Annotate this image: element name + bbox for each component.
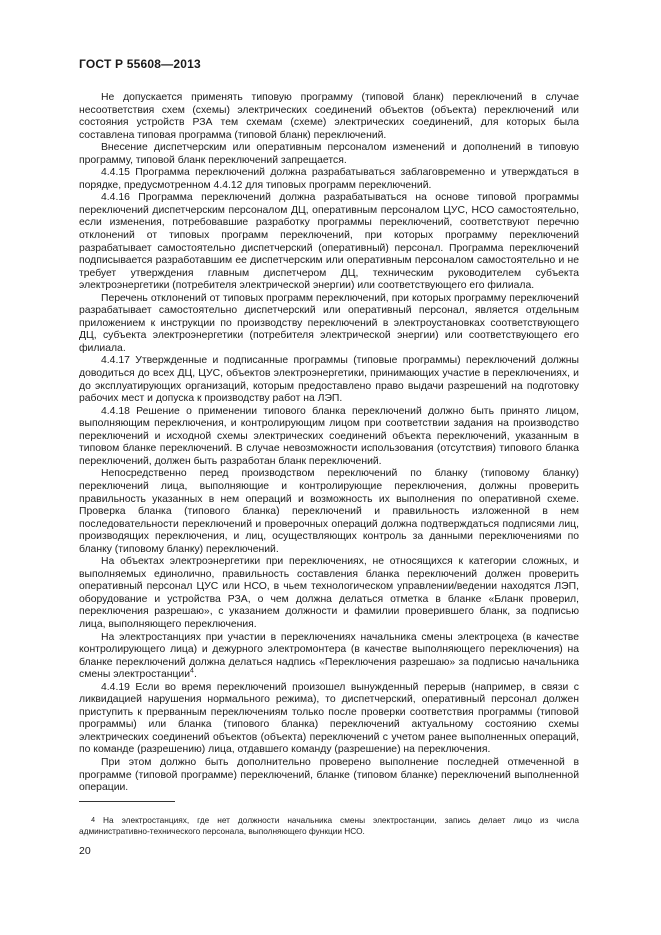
body-text — [79, 92, 579, 795]
paragraph-4-4-15: 4.4.15 Программа переключений должна разрабатываться заблаговременно и утверждаться в порядке, предусмотренном 4.4.12 для типовых программ переключений. — [79, 167, 579, 191]
footnote-text: На электростанциях, где нет должности начальника смены электростанции, запись делает лицо из числа административно-технического персонала, выполняющего функции НСО. — [79, 815, 579, 836]
standard-code-header: ГОСТ Р 55608—2013 — [79, 57, 201, 71]
paragraph: На объектах электроэнергетики при переключениях, не относящихся к категории сложных, и выполняемых единолично, правильность составления бланка переключений должен проверить оперативный персонал ЦУС или НСО, в чьем технологическом управлении/ведении находятся ЛЭП, оборудование и устройства РЗА, о чем должна делаться отметка в бланке «Бланк проверил, переключения разрешаю», с указанием должности и фамилии проверившего бланк, за подписью лица, выполняющего переключения. — [79, 556, 579, 630]
paragraph: Перечень отклонений от типовых программ переключений, при которых программу переключений разрабатывает самостоятельно диспетчерский или оперативный персонал, является отдельным приложением к инструкции по производству переключений в электроустановках соответствующего ДЦ, субъекта электроэнергетики (потребителя электрической энергии) или соответствующего его филиала. — [79, 292, 579, 354]
paragraph: При этом должно быть дополнительно проверено выполнение последней отмеченной в программе (типовой программе) переключений, бланке (типовом бланке) переключений выполненной операции. — [79, 756, 579, 794]
paragraph-with-footnote: На электростанциях при участии в переключениях начальника смены электроцеха (в качестве контролирующего лица) и дежурного электромонтера (в качестве выполняющего переключения) на бланке переключений должна делаться надпись «Переключения разрешаю» за подписью начальника смены электростанции$^4$. — [79, 631, 579, 681]
paragraph-4-4-16: 4.4.16 Программа переключений должна разрабатываться на основе типовой программы переключений диспетчерским персоналом ДЦ, оперативным персоналом ЦУС, НСО самостоятельно, если изменения, потребовавшие разработку программы переключений, соответствуют перечню отклонений от типовых программ переключений, при которых программу переключений разрабатывает самостоятельно диспетчерский (оперативный) персонал. Программа переключений подписывается разработавшим ее диспетчерским или оперативным персоналом самостоятельно и не требует утверждения главным диспетчером ДЦ, техническим руководителем субъекта электроэнергетики (потребителя электрической энергии) или соответствующего его филиала. — [79, 192, 579, 292]
paragraph-text: На электростанциях при участии в переключениях начальника смены электроцеха (в качестве контролирующего лица) и дежурного электромонтера (в качестве выполняющего переключения) на бланке переключений должна делаться надпись «Переключения разрешаю» за подписью начальника смены электростанции — [79, 631, 579, 681]
paragraph-4-4-17: 4.4.17 Утвержденные и подписанные программы (типовые программы) переключений должны доводиться до всех ДЦ, ЦУС, объектов электроэнергетики, принимающих участие в переключениях, и до эксплуатирующих организаций, которым предоставлено право выдачи разрешений на подготовку рабочих мест и допуска к производству работ на ЛЭП. — [79, 355, 579, 405]
paragraph: Не допускается применять типовую программу (типовой бланк) переключений в случае несоответствия схем (схемы) электрических соединений объектов (объекта) переключений или состояния устройств РЗА тем схемам (схеме) электрических соединений, для которых была составлена типовая программа (типовой бланк) переключений. — [79, 92, 579, 141]
page-number: 20 — [79, 845, 91, 857]
paragraph-4-4-19: 4.4.19 Если во время переключений произошел вынужденный перерыв (например, в связи с ликвидацией нарушения нормального режима), то диспетчерский, оперативный персонал должен приступить к прерванным переключениям только после проверки соответствия программы (типовой программы) или бланка (типового бланка) переключений актуальному состоянию схемы электрических соединений объектов (объекта) переключений с учетом ранее выполненных операций, по команде (разрешению) лица, отдавшего команду (разрешение) на переключения. — [79, 681, 579, 756]
footnote-number: 4 — [91, 817, 95, 824]
footnote-reference[interactable]: 4 — [190, 667, 194, 675]
paragraph: Непосредственно перед производством переключений по бланку (типовому бланку) переключений лица, выполняющие и контролирующие переключения, должны проверить правильность указанных в нем операций и возможность их выполнения по оперативной схеме. Проверка бланка (типового бланка) переключений и правильность изложенной в нем последовательности переключений и проверочных операций должна подтверждаться подписями лиц, производящих переключения, и лиц, осуществляющих контроль за данными переключениями по бланку (типовому бланку) переключений. — [79, 468, 579, 555]
footnote-separator — [79, 801, 175, 802]
footnote — [79, 815, 579, 837]
paragraph-4-4-18: 4.4.18 Решение о применении типового бланка переключений должно быть принято лицом, выполняющим переключения, и контролирующим лицом при соответствии задания на производство переключений и исходной схемы электрических соединений объекта переключений, указанным в типовом бланке переключений. В случае невозможности использования (отсутствия) типового бланка переключений, должен быть разработан бланк переключений. — [79, 405, 579, 467]
paragraph: Внесение диспетчерским или оперативным персоналом изменений и дополнений в типовую программу, типовой бланк переключений запрещается. — [79, 142, 579, 166]
